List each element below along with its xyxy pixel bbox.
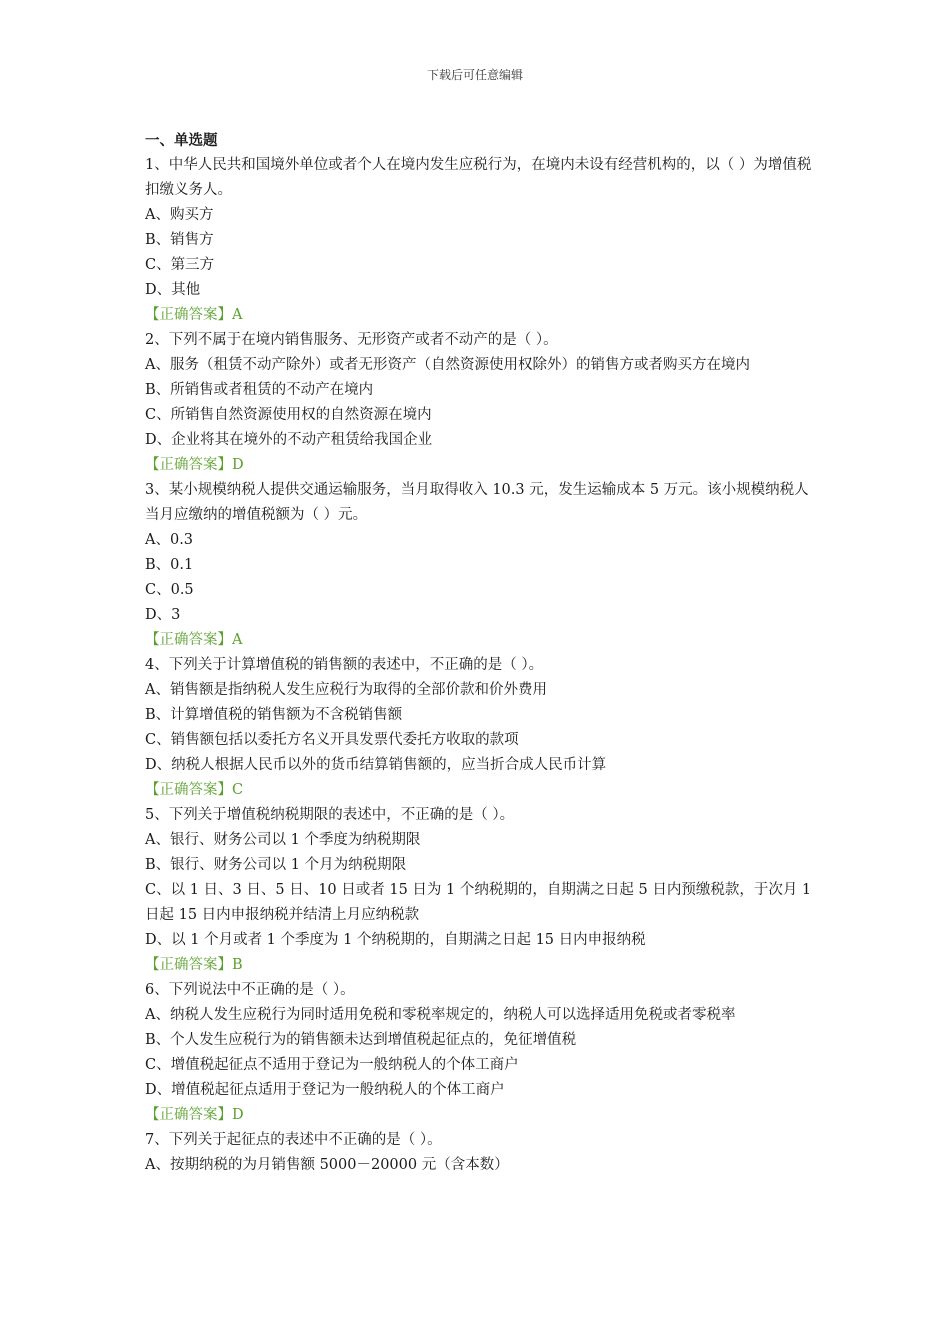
option-b: B、计算增值税的销售额为不含税销售额: [145, 707, 403, 723]
option-c: C、以 1 日、3 日、5 日、10 日或者 15 日为 1 个纳税期的，自期满之日起 5 日内预缴税款，于次月 1 日起 15 日内申报纳税并结清上月应纳税款: [145, 882, 812, 923]
option-a: A、0.3: [145, 532, 194, 548]
option-d: D、以 1 个月或者 1 个季度为 1 个纳税期的，自期满之日起 15 日内申报纳税: [145, 932, 646, 948]
question-5: [145, 803, 815, 978]
option-a: A、纳税人发生应税行为同时适用免税和零税率规定的，纳税人可以选择适用免税或者零税率: [145, 1007, 736, 1023]
option-d: D、纳税人根据人民币以外的货币结算销售额的，应当折合成人民币计算: [145, 757, 607, 773]
option-b: B、所销售或者租赁的不动产在境内: [145, 382, 374, 398]
option-d: D、3: [145, 607, 181, 623]
option-c: C、0.5: [145, 582, 194, 598]
question-stem: 4、下列关于计算增值税的销售额的表述中，不正确的是（ ）。: [145, 657, 544, 673]
option-c: C、第三方: [145, 257, 215, 273]
correct-answer: 【正确答案】D: [145, 1107, 244, 1123]
option-a: A、银行、财务公司以 1 个季度为纳税期限: [145, 832, 421, 848]
option-b: B、销售方: [145, 232, 214, 248]
option-a: A、按期纳税的为月销售额 5000－20000 元（含本数）: [145, 1157, 509, 1173]
question-2: [145, 328, 815, 478]
option-a: A、销售额是指纳税人发生应税行为取得的全部价款和价外费用: [145, 682, 547, 698]
option-c: C、销售额包括以委托方名义开具发票代委托方收取的款项: [145, 732, 519, 748]
question-stem: 7、下列关于起征点的表述中不正确的是（ ）。: [145, 1132, 442, 1148]
option-a: A、服务（租赁不动产除外）或者无形资产（自然资源使用权除外）的销售方或者购买方在境内: [145, 357, 750, 373]
option-c: C、增值税起征点不适用于登记为一般纳税人的个体工商户: [145, 1057, 519, 1073]
option-b: B、个人发生应税行为的销售额未达到增值税起征点的，免征增值税: [145, 1032, 577, 1048]
correct-answer: 【正确答案】B: [145, 957, 243, 973]
option-b: B、0.1: [145, 557, 194, 573]
correct-answer: 【正确答案】A: [145, 632, 243, 648]
question-stem: 5、下列关于增值税纳税期限的表述中，不正确的是（ ）。: [145, 807, 515, 823]
option-a: A、购买方: [145, 207, 214, 223]
question-stem: 2、下列不属于在境内销售服务、无形资产或者不动产的是（ ）。: [145, 332, 558, 348]
question-4: [145, 653, 815, 803]
question-3: [145, 478, 815, 653]
document-body: [145, 128, 815, 1178]
question-1: [145, 153, 815, 328]
option-d: D、企业将其在境外的不动产租赁给我国企业: [145, 432, 433, 448]
option-b: B、银行、财务公司以 1 个月为纳税期限: [145, 857, 407, 873]
page-header: 下载后可任意编辑: [426, 68, 523, 82]
question-stem: 6、下列说法中不正确的是（ ）。: [145, 982, 355, 998]
section-title: 一、单选题: [145, 132, 218, 149]
option-c: C、所销售自然资源使用权的自然资源在境内: [145, 407, 432, 423]
question-7: [145, 1128, 815, 1178]
question-stem: 3、某小规模纳税人提供交通运输服务，当月取得收入 10.3 元，发生运输成本 5 万元。该小规模纳税人当月应缴纳的增值税额为（ ）元。: [145, 482, 809, 523]
correct-answer: 【正确答案】C: [145, 782, 244, 798]
option-d: D、其他: [145, 282, 201, 298]
correct-answer: 【正确答案】D: [145, 457, 244, 473]
question-6: [145, 978, 815, 1128]
question-stem: 1、中华人民共和国境外单位或者个人在境内发生应税行为，在境内未设有经营机构的，以（ ）为增值税扣缴义务人。: [145, 157, 812, 198]
option-d: D、增值税起征点适用于登记为一般纳税人的个体工商户: [145, 1082, 505, 1098]
correct-answer: 【正确答案】A: [145, 307, 243, 323]
